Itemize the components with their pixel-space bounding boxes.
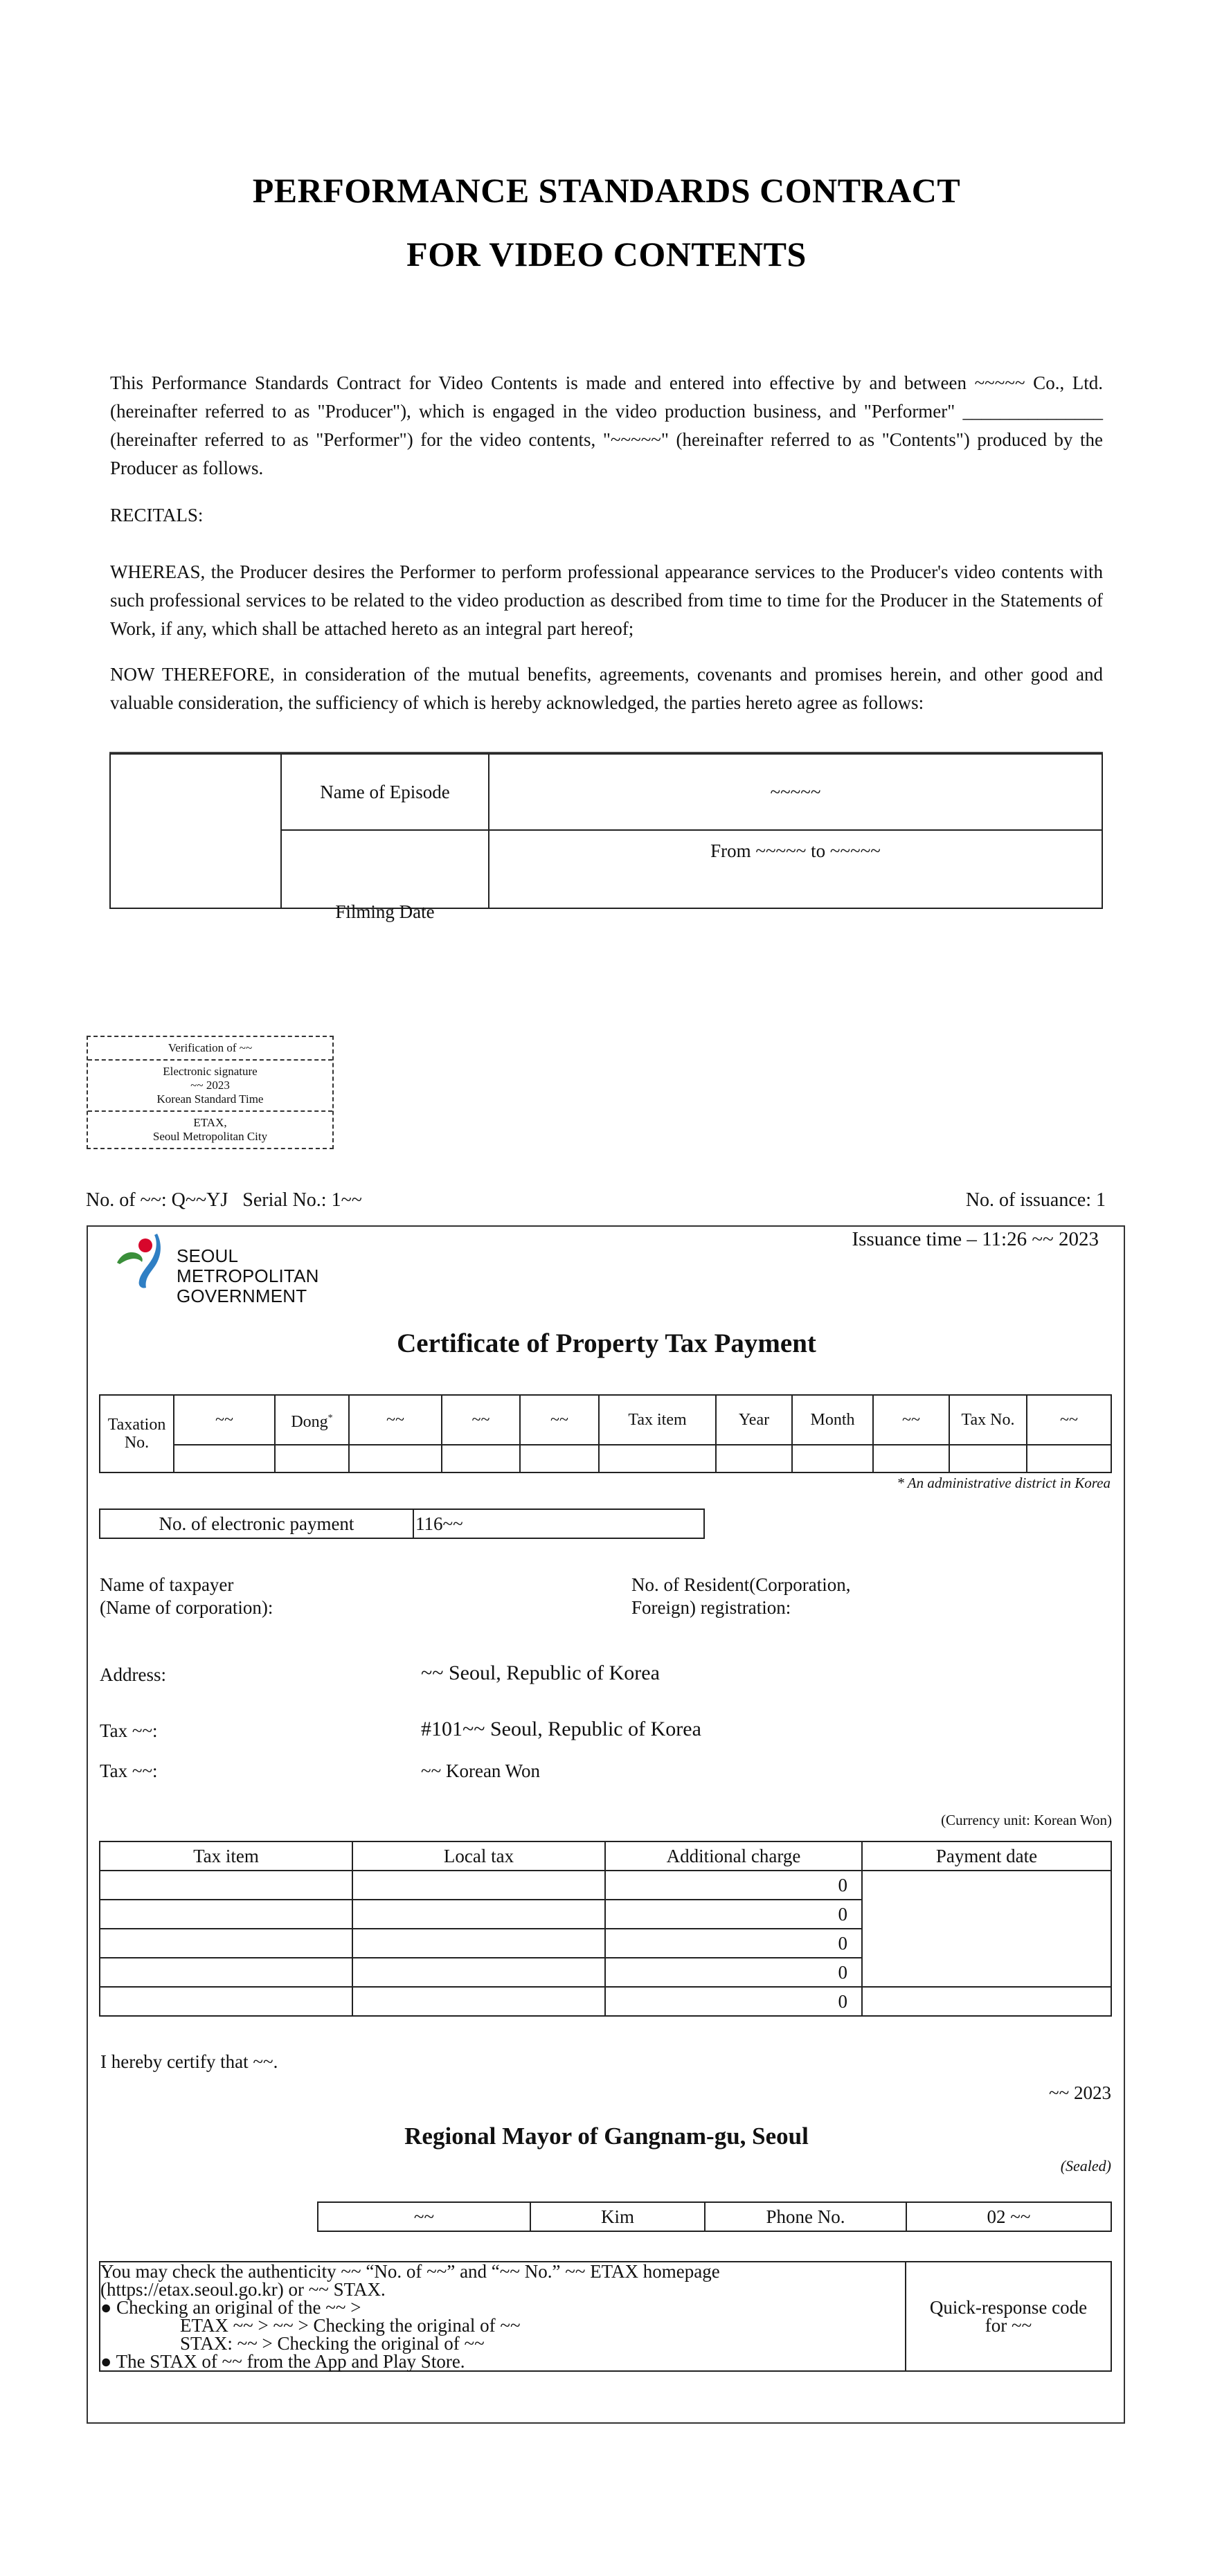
logo-text [177, 1246, 377, 1306]
electronic-payment-label: No. of electronic payment [100, 1509, 413, 1538]
now-therefore-paragraph: NOW THEREFORE, in consideration of the mutual benefits, agreements, covenants and promises herein, and other good and valuable consideration, the sufficiency of which is hereby acknowledged, the parties hereto agree as follows: [110, 664, 1103, 713]
electronic-payment-value: 116~~ [413, 1509, 704, 1538]
column-header: Tax item [100, 1841, 352, 1871]
episode-info-table [109, 752, 1103, 922]
value-cell [442, 1445, 520, 1472]
table-row [100, 1509, 704, 1538]
value-cell [520, 1445, 599, 1472]
header-cell: Month [792, 1395, 873, 1445]
resident-label-line1: No. of Resident(Corporation, [631, 1574, 851, 1595]
header-cell: ~~ [442, 1395, 520, 1445]
episode-name-label: Name of Episode [281, 754, 489, 830]
taxation-number-table [99, 1394, 1112, 1473]
recitals-heading: RECITALS: [110, 505, 204, 525]
sealed-note: (Sealed) [1060, 2157, 1111, 2174]
authenticity-bullet1: ● Checking an original of the ~~ > [100, 2297, 361, 2318]
contract-title-line1: PERFORMANCE STANDARDS CONTRACT [252, 171, 961, 210]
filming-date-value: From ~~~~~ to ~~~~~ [489, 830, 1102, 908]
additional-charge-cell: 0 [605, 1900, 862, 1929]
table-header-row [100, 1841, 1111, 1871]
tax-object-value: #101~~ Seoul, Republic of Korea [421, 1718, 701, 1740]
issuing-authority: Regional Mayor of Gangnam-gu, Seoul [404, 2123, 809, 2150]
verification-title: Verification of ~~ [168, 1041, 253, 1054]
value-cell [949, 1445, 1027, 1472]
header-cell: Tax No. [949, 1395, 1027, 1445]
payment-date-cell [862, 1871, 1111, 1987]
taxpayer-name-label-line1: Name of taxpayer [100, 1574, 234, 1595]
authenticity-etax-path: ETAX ~~ > ~~ > Checking the original of ~~ [180, 2315, 521, 2336]
issuer-line2: Seoul Metropolitan City [152, 1130, 268, 1143]
resident-label-line2: Foreign) registration: [631, 1597, 791, 1618]
contract-intro-paragraph: This Performance Standards Contract for Video Contents is made and entered into effective by and between ~~~~~ Co., Ltd. (hereinafter referred to as "Producer"), which is engaged in the video production business, and "Performer" _______________ (hereinafter referred to as "Performer") for the video contents, "~~~~~" (hereinafter referred to as "Contents") produced by the Producer as follows. [110, 372, 1103, 478]
episode-name-value: ~~~~~ [489, 754, 1102, 830]
table-row [100, 1395, 1111, 1445]
seoul-government-logo [114, 1231, 377, 1306]
filming-date-label [281, 830, 489, 922]
electronic-payment-table [99, 1508, 705, 1539]
issuer-block [88, 1110, 332, 1148]
qr-label-line2: for ~~ [985, 2315, 1032, 2336]
table-row [100, 1871, 1111, 1900]
header-cell: ~~ [1027, 1395, 1111, 1445]
signature-date: ~~ 2023 [190, 1079, 230, 1092]
tax-item-cell [100, 1958, 352, 1987]
table-row [100, 1987, 1111, 2016]
value-cell [873, 1445, 949, 1472]
footnote-marker: * [327, 1412, 333, 1423]
phone-value-cell: 02 ~~ [906, 2202, 1111, 2231]
taxpayer-name-label [100, 1574, 273, 1619]
header-cell: ~~ [873, 1395, 949, 1445]
header-cell: Tax item [599, 1395, 716, 1445]
tax-item-cell [100, 1871, 352, 1900]
local-tax-cell [352, 1871, 605, 1900]
authenticity-line1: You may check the authenticity ~~ “No. of ~~” and “~~ No.” ~~ ETAX homepage [100, 2261, 720, 2282]
logo-text-line1: SEOUL METROPOLITAN [177, 1245, 319, 1286]
verification-stamp [87, 1036, 334, 1149]
additional-charge-cell: 0 [605, 1929, 862, 1958]
table-row [100, 1445, 1111, 1472]
qr-code-cell [906, 2262, 1111, 2371]
tax-amount-label: Tax ~~: [100, 1760, 158, 1781]
value-cell [716, 1445, 792, 1472]
seoul-emblem-icon [114, 1231, 174, 1293]
value-cell [174, 1445, 275, 1472]
payment-date-cell-total [862, 1987, 1111, 2016]
taxation-no-label: Taxation No. [100, 1395, 174, 1472]
address-value: ~~ Seoul, Republic of Korea [421, 1661, 660, 1684]
certification-statement: I hereby certify that ~~. [100, 2051, 278, 2072]
additional-charge-cell: 0 [605, 1987, 862, 2016]
payment-table [99, 1841, 1112, 2017]
authenticity-bullet2: ● The STAX of ~~ from the App and Play Store. [100, 2351, 465, 2372]
signature-timezone: Korean Standard Time [156, 1092, 264, 1106]
header-cell: Year [716, 1395, 792, 1445]
authenticity-table [99, 2261, 1112, 2372]
tax-item-cell [100, 1987, 352, 2016]
header-cell: ~~ [349, 1395, 442, 1445]
contract-title-line2: FOR VIDEO CONTENTS [406, 235, 807, 273]
header-cell: ~~ [520, 1395, 599, 1445]
department-cell: ~~ [318, 2202, 530, 2231]
value-cell [1027, 1445, 1111, 1472]
filming-date-label-text: Filming Date [335, 901, 435, 922]
electronic-signature-block [88, 1059, 332, 1110]
issuance-count: No. of issuance: 1 [965, 1189, 1106, 1211]
authenticity-line2: (https://etax.seoul.go.kr) or ~~ STAX. [100, 2279, 386, 2300]
certificate-title: Certificate of Property Tax Payment [397, 1328, 816, 1358]
whereas-paragraph: WHEREAS, the Producer desires the Performer to perform professional appearance services to the Producer's video contents with such professional services to be related to the video production as described from time to time for the Producer in the Statements of Work, if any, which shall be attached hereto as an integral part hereof; [110, 561, 1103, 639]
additional-charge-cell: 0 [605, 1958, 862, 1987]
signature-label: Electronic signature [163, 1065, 258, 1078]
local-tax-cell [352, 1929, 605, 1958]
value-cell [792, 1445, 873, 1472]
header-cell: ~~ [174, 1395, 275, 1445]
tax-object-label: Tax ~~: [100, 1720, 158, 1741]
header-cell-dong [275, 1395, 349, 1445]
issuance-time: Issuance time – 11:26 ~~ 2023 [852, 1228, 1099, 1250]
local-tax-cell [352, 1987, 605, 2016]
dong-label: Dong [291, 1412, 328, 1431]
logo-text-line2: GOVERNMENT [177, 1286, 307, 1306]
resident-registration-label [631, 1574, 850, 1619]
authenticity-instructions [100, 2262, 906, 2371]
district-footnote: * An administrative district in Korea [897, 1475, 1111, 1491]
value-cell [275, 1445, 349, 1472]
table-row [100, 2262, 1111, 2371]
table-row [110, 754, 1102, 830]
certificate-date: ~~ 2023 [1049, 2082, 1111, 2103]
column-header: Local tax [352, 1841, 605, 1871]
column-header: Additional charge [605, 1841, 862, 1871]
address-label: Address: [100, 1664, 166, 1685]
currency-unit-note: (Currency unit: Korean Won) [941, 1812, 1112, 1828]
officer-name-cell: Kim [530, 2202, 705, 2231]
tax-amount-value: ~~ Korean Won [421, 1760, 541, 1781]
document-number: No. of ~~: Q~~YJ Serial No.: 1~~ [86, 1189, 362, 1211]
tax-item-cell [100, 1900, 352, 1929]
qr-label-line1: Quick-response code [929, 2297, 1088, 2318]
taxpayer-name-label-line2: (Name of corporation): [100, 1597, 273, 1618]
officer-contact-table [317, 2201, 1112, 2232]
phone-label-cell: Phone No. [705, 2202, 906, 2231]
local-tax-cell [352, 1958, 605, 1987]
additional-charge-cell: 0 [605, 1871, 862, 1900]
column-header: Payment date [862, 1841, 1111, 1871]
authenticity-stax-path: STAX: ~~ > Checking the original of ~~ [180, 2333, 485, 2354]
table-empty-cell [110, 754, 281, 908]
issuer-line1: ETAX, [193, 1116, 227, 1129]
value-cell [599, 1445, 716, 1472]
table-row [318, 2202, 1111, 2231]
tax-item-cell [100, 1929, 352, 1958]
value-cell [349, 1445, 442, 1472]
local-tax-cell [352, 1900, 605, 1929]
